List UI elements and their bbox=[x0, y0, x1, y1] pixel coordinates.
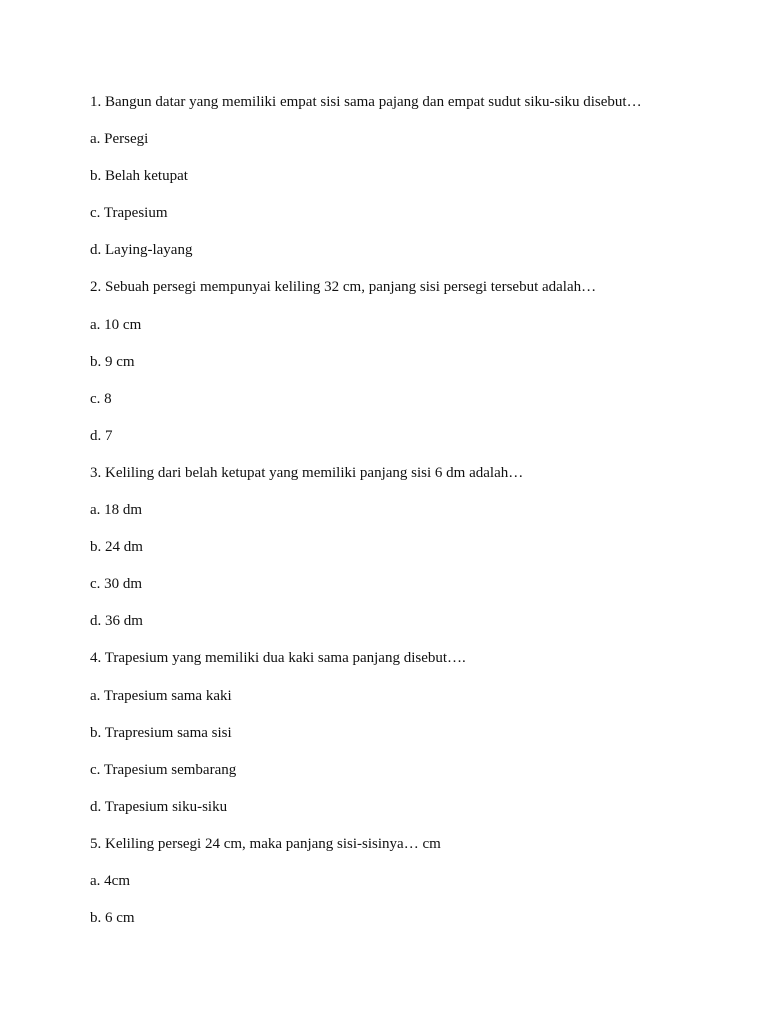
question-5-option-a: a. 4cm bbox=[90, 872, 130, 889]
question-1-option-b: b. Belah ketupat bbox=[90, 168, 188, 185]
question-list bbox=[90, 93, 730, 946]
question-4-option-b: b. Trapresium sama sisi bbox=[90, 724, 232, 741]
question-3-option-b: b. 24 dm bbox=[90, 539, 143, 556]
question-4-option-d: d. Trapesium siku-siku bbox=[90, 798, 228, 815]
question-5-option-b: b. 6 cm bbox=[90, 910, 135, 927]
question-2-option-d: d. 7 bbox=[90, 427, 113, 444]
question-1-option-d: d. Laying-layang bbox=[90, 242, 193, 259]
question-2-option-b: b. 9 cm bbox=[90, 353, 135, 370]
question-5-text: 5. Keliling persegi 24 cm, maka panjang sisi-sisinya… cm bbox=[90, 835, 441, 852]
question-2-option-a: a. 10 cm bbox=[90, 316, 142, 333]
question-4-text: 4. Trapesium yang memiliki dua kaki sama panjang disebut…. bbox=[90, 650, 466, 667]
question-2-option-c: c. 8 bbox=[90, 390, 112, 407]
question-1-text: 1. Bangun datar yang memiliki empat sisi sama pajang dan empat sudut siku-siku disebut… bbox=[90, 94, 642, 110]
question-1-option-c: c. Trapesium bbox=[90, 205, 168, 222]
question-1-option-a: a. Persegi bbox=[90, 131, 149, 148]
question-3-option-d: d. 36 dm bbox=[90, 613, 143, 630]
question-4-option-a: a. Trapesium sama kaki bbox=[90, 687, 232, 704]
question-3-text: 3. Keliling dari belah ketupat yang memiliki panjang sisi 6 dm adalah… bbox=[90, 464, 524, 481]
question-4-option-c: c. Trapesium sembarang bbox=[90, 761, 237, 778]
question-3-option-a: a. 18 dm bbox=[90, 502, 143, 519]
question-2-text: 2. Sebuah persegi mempunyai keliling 32 cm, panjang sisi persegi tersebut adalah… bbox=[90, 279, 597, 296]
question-3-option-c: c. 30 dm bbox=[90, 576, 143, 593]
